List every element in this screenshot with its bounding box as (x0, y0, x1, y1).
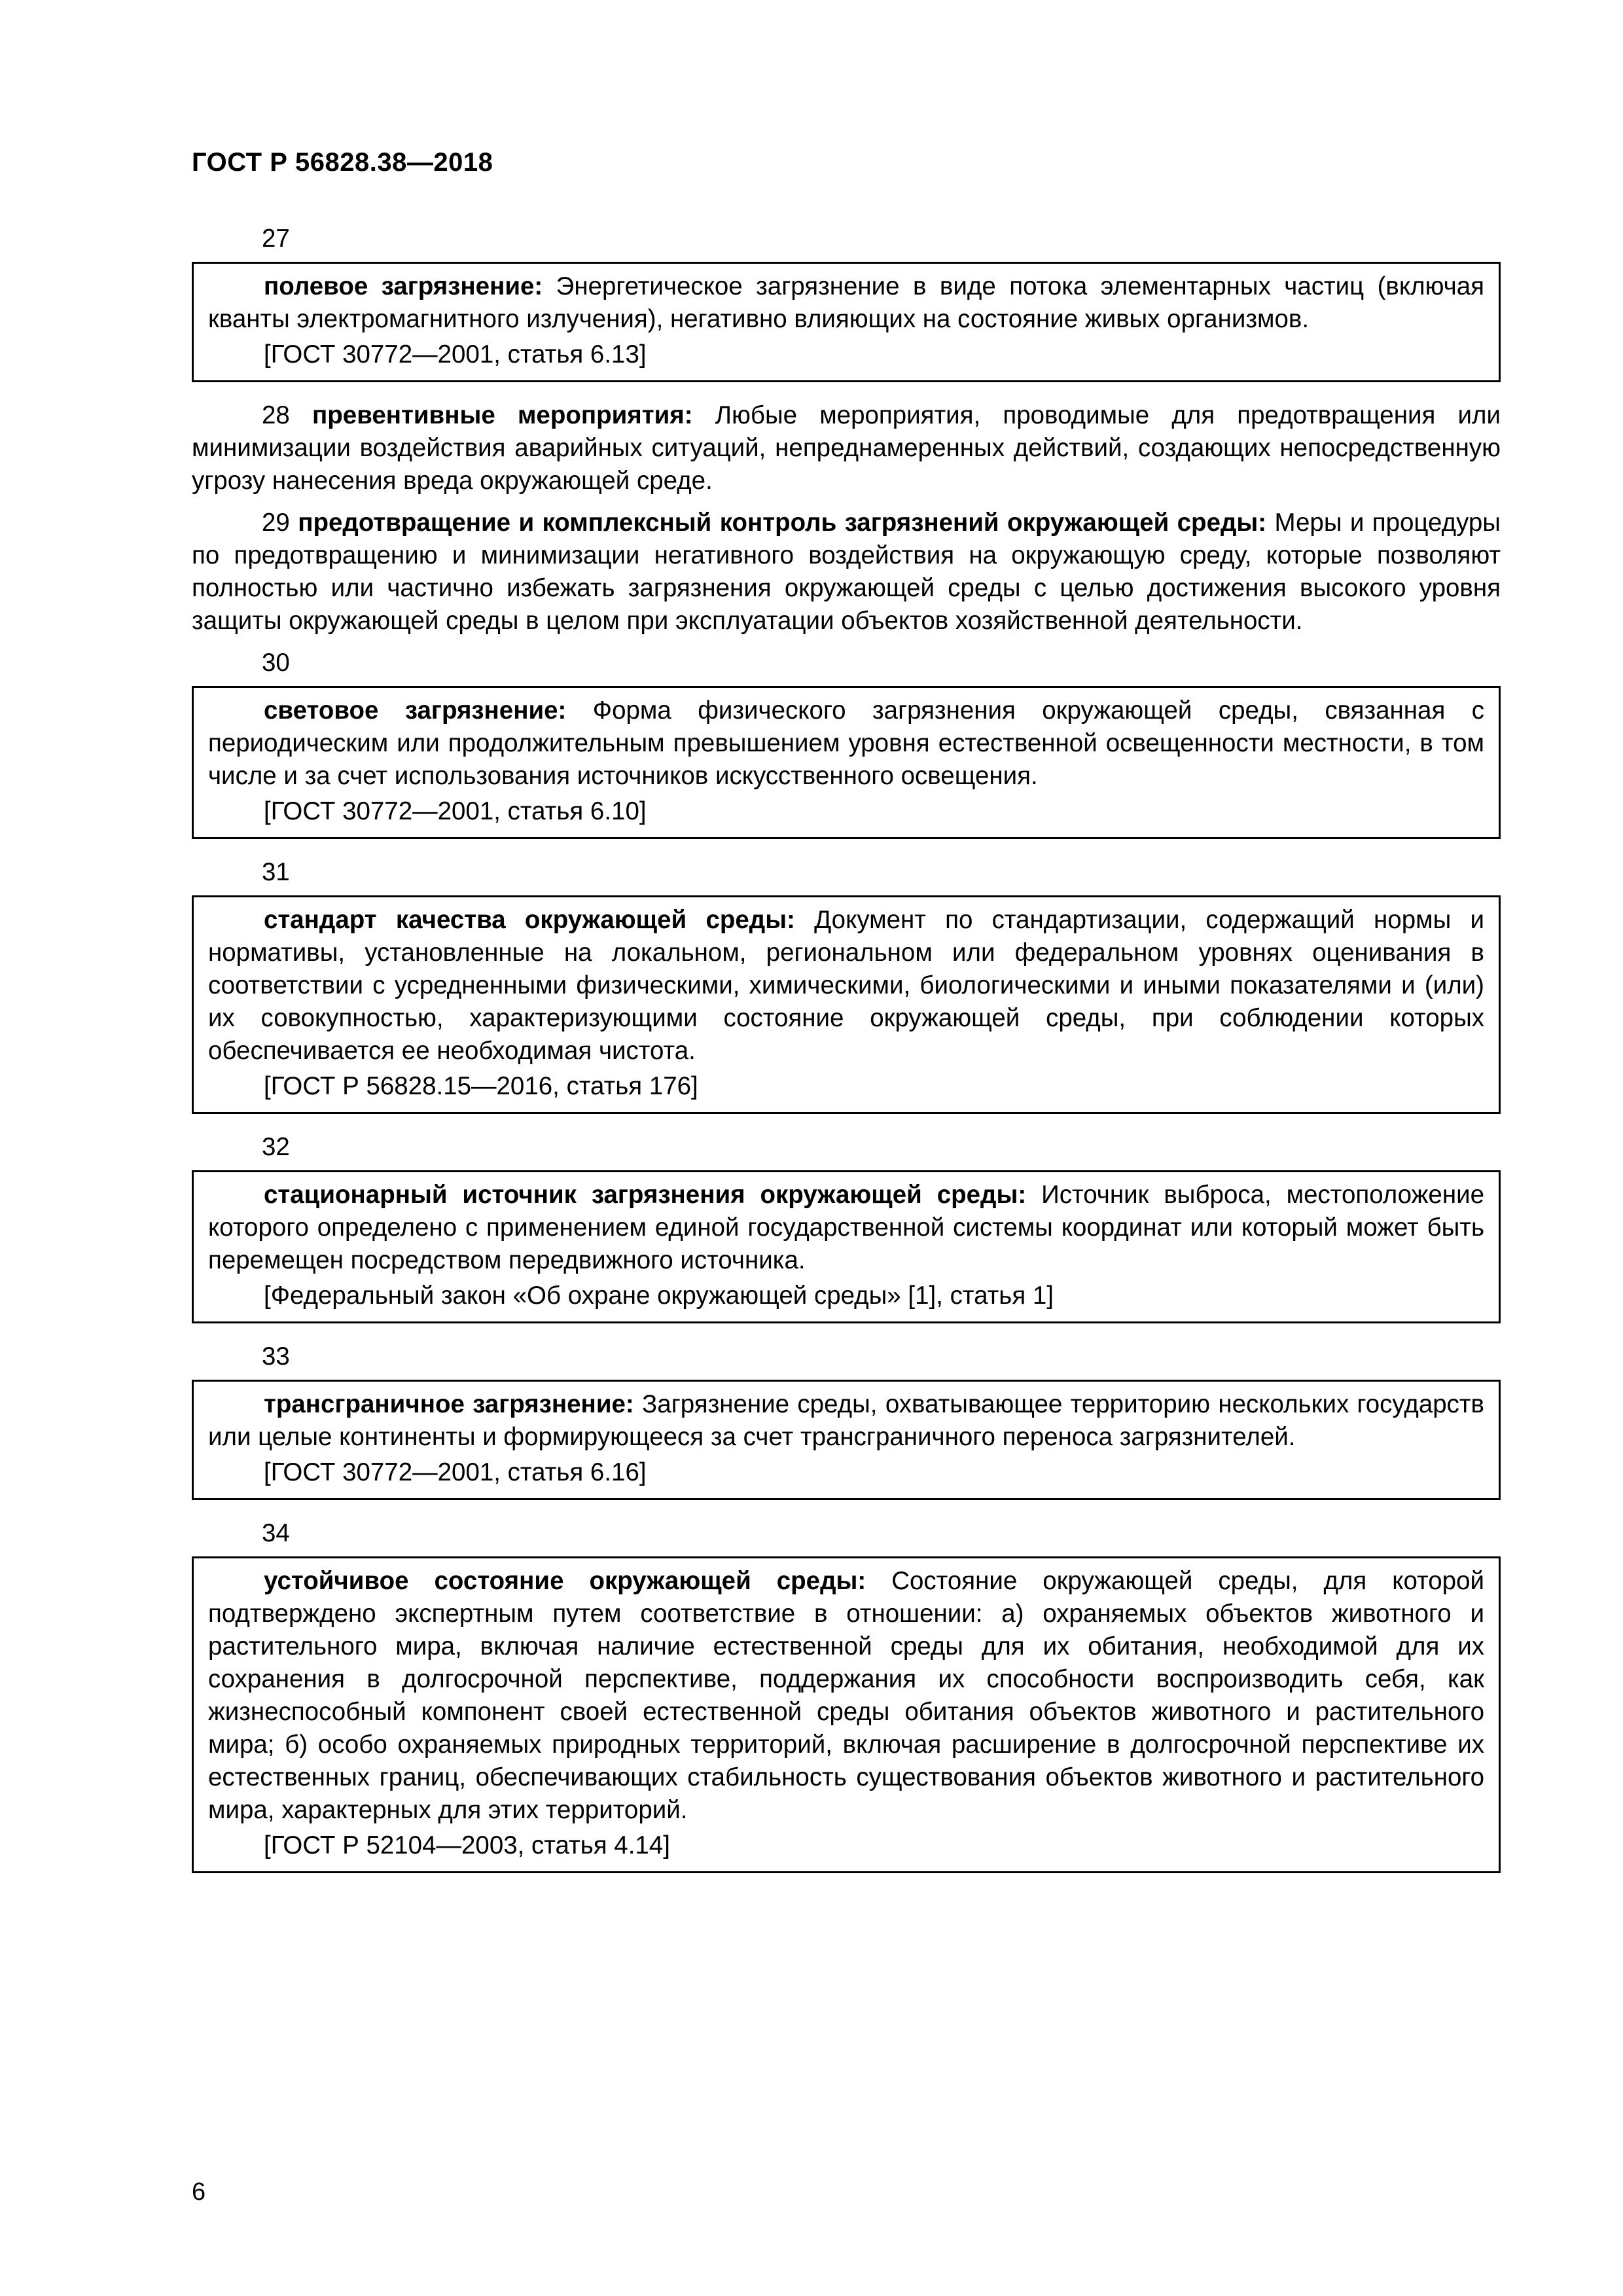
standard-header: ГОСТ Р 56828.38—2018 (192, 148, 493, 177)
term-source: [ГОСТ 30772—2001, статья 6.10] (264, 797, 647, 825)
entry-number: 27 (262, 224, 290, 253)
page-number: 6 (192, 2178, 206, 2206)
term-definition (208, 1179, 1484, 1277)
term-name: световое загрязнение: (264, 696, 567, 725)
term-text: Источник выброса, местоположение которого определено с применением единой государственной системы координат или который может быть перемещен посредством передвижного источника. (208, 1181, 1484, 1274)
term-definition (192, 399, 1501, 497)
term-source: [Федеральный закон «Об охране окружающей среды» [1], статья 1] (264, 1282, 1054, 1310)
entry-number: 28 (262, 401, 290, 429)
term-box-30 (192, 686, 1501, 839)
term-source: [ГОСТ Р 56828.15—2016, статья 176] (264, 1072, 698, 1100)
term-definition (208, 1565, 1484, 1827)
term-name: устойчивое состояние окружающей среды: (264, 1567, 866, 1595)
term-box-27 (192, 262, 1501, 382)
term-box-33 (192, 1380, 1501, 1500)
entry-number: 29 (262, 509, 290, 537)
entry-number: 32 (262, 1133, 290, 1161)
term-box-32 (192, 1170, 1501, 1323)
term-definition (208, 1388, 1484, 1454)
term-name: полевое загрязнение: (264, 272, 543, 300)
term-text: Документ по стандартизации, содержащий нормы и нормативы, установленные на локальном, региональном или федеральном уровнях оценивания в соответствии с усредненными физическими, химическими, биологическими и иными показателями и (или) их совокупностью, характеризующими состояние окружающей среды, при соблюдении которых обеспечивается ее необходимая чистота. (208, 906, 1484, 1065)
term-box-34 (192, 1556, 1501, 1873)
term-definition (208, 904, 1484, 1067)
term-name: стандарт качества окружающей среды: (264, 906, 795, 934)
term-text: Форма физического загрязнения окружающей среды, связанная с периодическим или продолжительным превышением уровня естественной освещенности местности, в том числе и за счет использования источников искусственного освещения. (208, 696, 1484, 790)
term-definition (208, 694, 1484, 793)
terms-content (192, 223, 1501, 1890)
term-text: Энергетическое загрязнение в виде потока элементарных частиц (включая кванты электромагнитного излучения), негативно влияющих на состояние живых организмов. (208, 272, 1484, 333)
term-source: [ГОСТ 30772—2001, статья 6.13] (264, 340, 647, 368)
term-text: Состояние окружающей среды, для которой подтверждено экспертным путем соответствие в отношении: а) охраняемых объектов животного и растительного мира, включая наличие естественной среды для их обитания, необходимой для их сохранения в долгосрочной перспективе, поддержания их способности воспроизводить себя, как жизнеспособный компонент своей естественной среды обитания объектов животного и растительного мира; б) особо охраняемых природных территорий, включая расширение в долгосрочной перспективе их естественных границ, обеспечивающих стабильность существования объектов животного и растительного мира, характерных для этих территорий. (208, 1567, 1484, 1824)
term-name: стационарный источник загрязнения окружающей среды: (264, 1181, 1027, 1209)
entry-number: 30 (262, 649, 290, 677)
term-definition (208, 270, 1484, 336)
term-source: [ГОСТ Р 52104—2003, статья 4.14] (264, 1831, 670, 1859)
term-name: трансграничное загрязнение: (264, 1390, 634, 1418)
term-text: Загрязнение среды, охватывающее территорию нескольких государств или целые континенты и формирующееся за счет трансграничного переноса загрязнителей. (208, 1390, 1485, 1451)
term-paragraph-29 (192, 507, 1501, 637)
term-name: превентивные мероприятия: (312, 401, 693, 429)
term-definition (192, 507, 1501, 637)
term-name: предотвращение и комплексный контроль загрязнений окружающей среды: (298, 509, 1267, 537)
term-text: Любые мероприятия, проводимые для предотвращения или минимизации воздействия аварийных ситуаций, непреднамеренных действий, создающих непосредственную угрозу нанесения вреда окружающей среде. (192, 401, 1501, 495)
entry-number: 31 (262, 858, 290, 886)
entry-number: 34 (262, 1519, 290, 1547)
term-box-31 (192, 895, 1501, 1114)
entry-number: 33 (262, 1342, 290, 1371)
term-text: Меры и процедуры по предотвращению и минимизации негативного воздействия на окружающую среду, которые позволяют полностью или частично избежать загрязнения окружающей среды с целью достижения высокого уровня защиты окружающей среды в целом при эксплуатации объектов хозяйственной деятельности. (192, 509, 1501, 635)
term-source: [ГОСТ 30772—2001, статья 6.16] (264, 1458, 647, 1486)
term-paragraph-28 (192, 399, 1501, 497)
